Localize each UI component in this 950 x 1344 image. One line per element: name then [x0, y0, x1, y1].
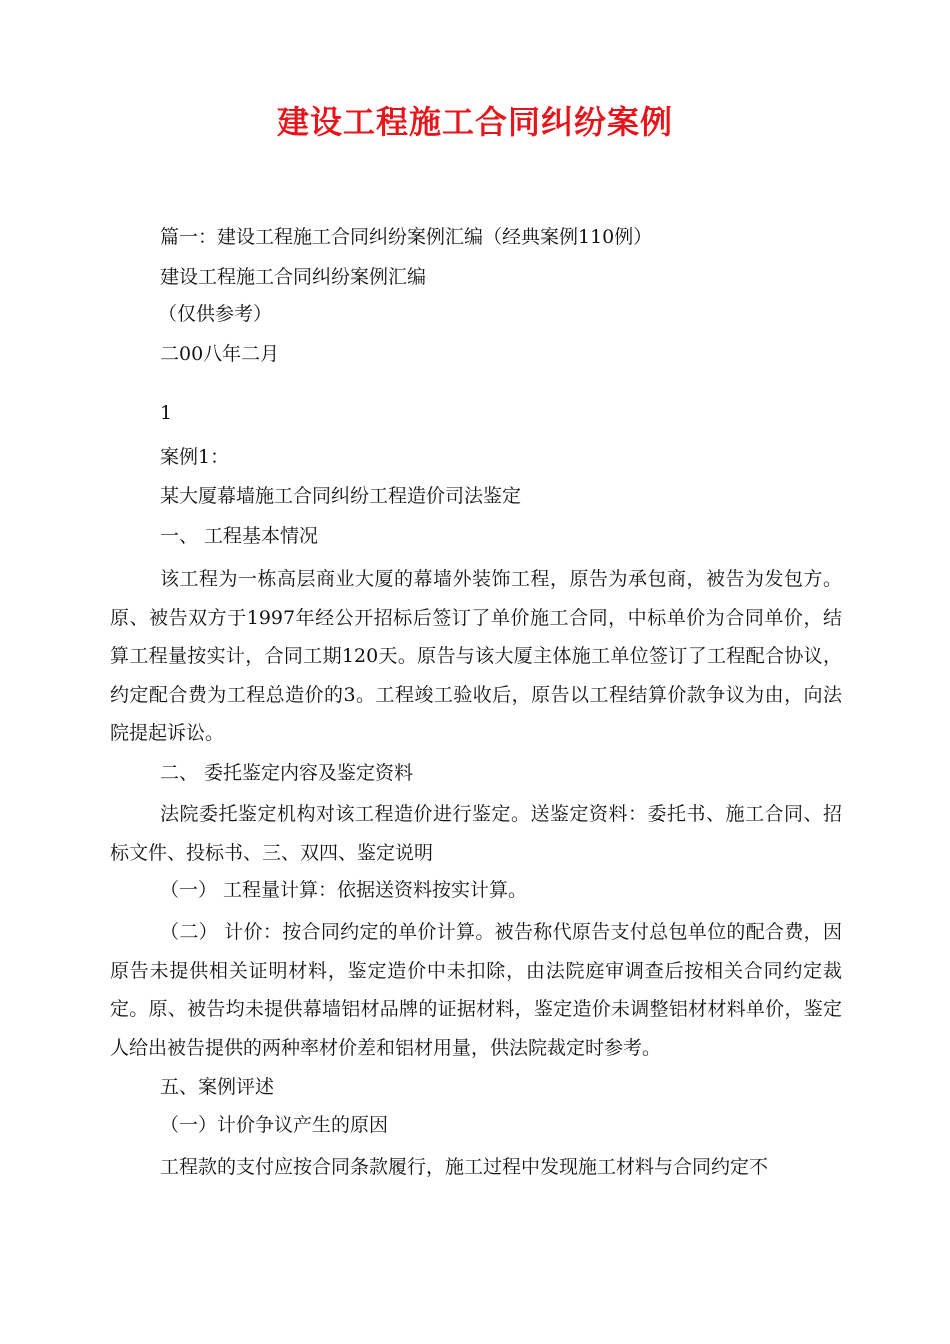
section-heading-2: 二、 委托鉴定内容及鉴定资料	[160, 762, 414, 784]
sub-item-1: （一） 工程量计算：依据送资料按实计算。	[160, 879, 528, 901]
paragraph-final: 工程款的支付应按合同条款履行，施工过程中发现施工材料与合同约定不	[160, 1156, 769, 1178]
reference-note: （仅供参考）	[158, 303, 273, 325]
paragraph-appraisal-materials: 法院委托鉴定机构对该工程造价进行鉴定。送鉴定资料：委托书、施工合同、招标文件、投标书、三、双四、鉴定说明	[110, 803, 842, 864]
date-line: 二00八年二月	[160, 343, 280, 365]
case-title: 某大厦幕墙施工合同纠纷工程造价司法鉴定	[160, 485, 522, 507]
collection-title: 建设工程施工合同纠纷案例汇编	[160, 266, 427, 288]
case-label: 案例1：	[160, 446, 230, 468]
subtitle-line: 篇一：建设工程施工合同纠纷案例汇编（经典案例110例）	[160, 226, 653, 248]
page-number: 1	[160, 402, 173, 424]
paragraph-basic-info: 该工程为一栋高层商业大厦的幕墙外装饰工程，原告为承包商，被告为发包方。原、被告双方于1997年经公开招标后签订了单价施工合同，中标单价为合同单价，结算工程量按实计，合同工期120天。原告与该大厦主体施工单位签订了工程配合协议，约定配合费为工程总造价的3。工程竣工验收后，原告以工程结算价款争议为由，向法院提起诉讼。	[110, 568, 842, 744]
sub-heading-5-1: （一）计价争议产生的原因	[160, 1114, 389, 1136]
page-title: 建设工程施工合同纠纷案例	[276, 103, 673, 141]
section-heading-1: 一、 工程基本情况	[160, 525, 319, 547]
paragraph-pricing: （二） 计价：按合同约定的单价计算。被告称代原告支付总包单位的配合费，因原告未提供相关证明材料，鉴定造价中未扣除，由法院庭审调查后按相关合同约定裁定。原、被告均未提供幕墙铝材品牌的证据材料，鉴定造价未调整铝材材料单价，鉴定人给出被告提供的两种率材价差和铝材用量，供法院裁定时参考。	[110, 921, 842, 1059]
section-heading-5: 五、案例评述	[160, 1076, 275, 1098]
